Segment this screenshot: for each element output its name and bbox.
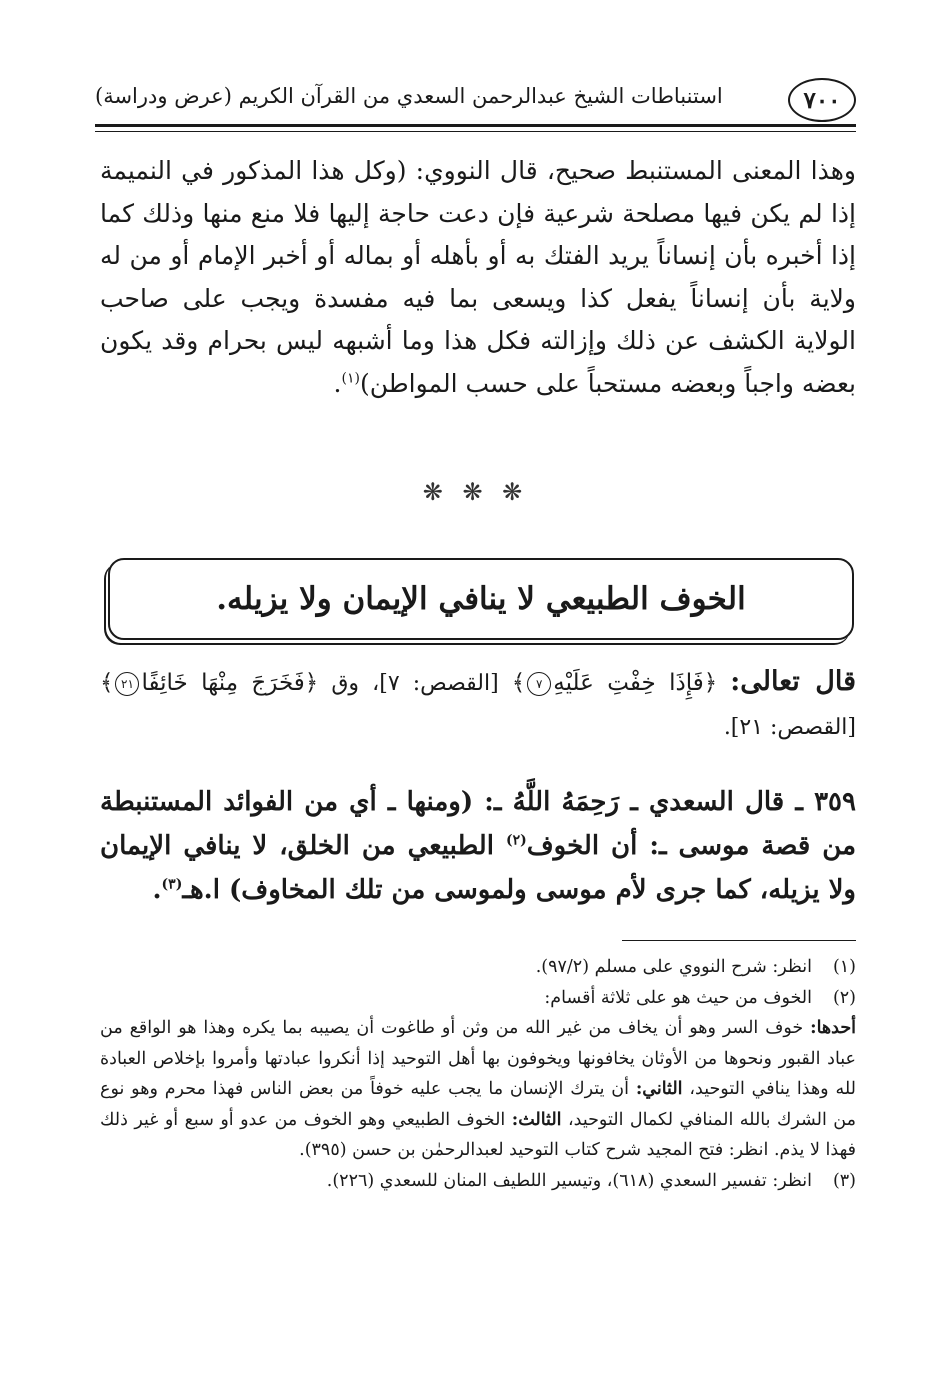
running-title: استنباطات الشيخ عبدالرحمن السعدي من القرآن الكريم (عرض ودراسة)	[95, 84, 723, 108]
footnote-1	[100, 952, 856, 983]
verse-ref-2: [القصص: ٢١].	[723, 715, 856, 740]
footnote-number: (٣)	[832, 1170, 856, 1191]
footnotes	[100, 952, 856, 1196]
footnote-text: أن يترك الإنسان ما يجب عليه خوفاً من بعض الناس فهذا محرم وهو نوع من الشرك بالله المنافي لكمال التوحيد،	[100, 1079, 856, 1130]
istinbat-part-2: الطبيعي من الخلق، لا ينافي الإيمان ولا يزيله، كما جرى لأم موسى ولموسى من تلك المخاوف) ا.هـ	[100, 831, 856, 905]
header-rule-thick	[95, 124, 856, 127]
footnote-2	[100, 983, 856, 1014]
footnote-text: انظر: شرح النووي على مسلم (٩٧/٢).	[535, 957, 812, 977]
intro-paragraph-end: .	[333, 368, 342, 398]
ayah-number-21: ٢١	[115, 672, 139, 696]
footnote-label: الثالث:	[511, 1109, 562, 1130]
quran-verse-paragraph	[100, 660, 856, 750]
footnote-ref-2[interactable]: (٢)	[505, 832, 527, 849]
intro-paragraph	[100, 150, 856, 406]
footnote-text: انظر: تفسير السعدي (٦١٨)، وتيسير اللطيف المنان للسعدي (٢٢٦).	[326, 1170, 812, 1191]
section-separator: ❋ ❋ ❋	[422, 478, 529, 506]
verse-quote-2: ﴿فَخَرَجَ مِنْهَا خَائِفًا	[141, 670, 319, 696]
footnote-divider	[622, 940, 856, 941]
footnote-ref-1[interactable]: (١)	[341, 370, 360, 387]
section-heading-box	[108, 558, 854, 640]
istinbat-part-1: ٣٥٩ ـ قال السعدي ـ رَحِمَهُ اللَّهُ ـ: (ومنها ـ أي من الفوائد المستنبطة من قصة موسى ـ: أن الخوف	[100, 787, 856, 861]
page-header	[95, 78, 856, 124]
verse-ref-1: [القصص: ٧]، وق	[331, 671, 499, 696]
ayah-number-7: ٧	[527, 672, 551, 696]
footnote-ref-3[interactable]: (٣)	[161, 876, 183, 893]
footnote-label: الثاني:	[635, 1079, 683, 1099]
footnote-text: الخوف الطبيعي وهو الخوف من عدو أو سبع أو غير ذلك فهذا لا يذم. انظر: فتح المجيد شرح كتاب التوحيد لعبدالرحمٰن بن حسن (٣٩٥).	[100, 1109, 856, 1160]
footnote-text: خوف السر وهو أن يخاف من غير الله من وثن أو طاغوت أن يصيبه بما يكره وهذا هو الواقع من عباد القبور ونحوها من الأوثان يخافونها ويخوفون بها أهل التوحيد إذا أنكروا عبادتها وأمروا بإخلاص العبادة لله وهذا ينافي التوحيد،	[100, 1018, 856, 1099]
verse-quote-1: ﴿فَإِذَا خِفْتِ عَلَيْهِ	[553, 670, 718, 696]
footnote-number: (١)	[832, 957, 856, 977]
intro-paragraph-text: وهذا المعنى المستنبط صحيح، قال النووي: (وكل هذا المذكور في النميمة إذا لم يكن فيها مصلحة شرعية فإن دعت حاجة إليها فلا منع منها وذلك كما إذا أخبره بأن إنساناً يريد الفتك به أو بأهله أو بماله أو أخبر الإمام أو من له ولاية بأن إنساناً يفعل كذا ويسعى بما فيه مفسدة ويجب على صاحب الولاية الكشف عن ذلك وإزالته فكل هذا وما أشبهه ليس بحرام وقد يكون بعضه واجباً وبعضه مستحباً على حسب المواطن)	[100, 156, 856, 398]
istinbat-paragraph	[100, 780, 856, 912]
istinbat-end: .	[152, 875, 162, 905]
verse-close-1: ﴾	[511, 670, 526, 696]
footnote-number: (٢)	[832, 987, 856, 1008]
footnote-3	[100, 1166, 856, 1197]
footnote-text: الخوف من حيث هو على ثلاثة أقسام:	[544, 987, 812, 1008]
section-heading: الخوف الطبيعي لا ينافي الإيمان ولا يزيله.	[216, 581, 746, 617]
footnote-2-body	[100, 1013, 856, 1166]
header-rule-thin	[95, 131, 856, 132]
footnote-label: أحدها:	[810, 1018, 856, 1038]
page-number: ٧٠٠	[788, 78, 856, 122]
verse-close-2: ﴾	[100, 670, 114, 696]
verse-lead: قال تعالى:	[730, 666, 856, 697]
